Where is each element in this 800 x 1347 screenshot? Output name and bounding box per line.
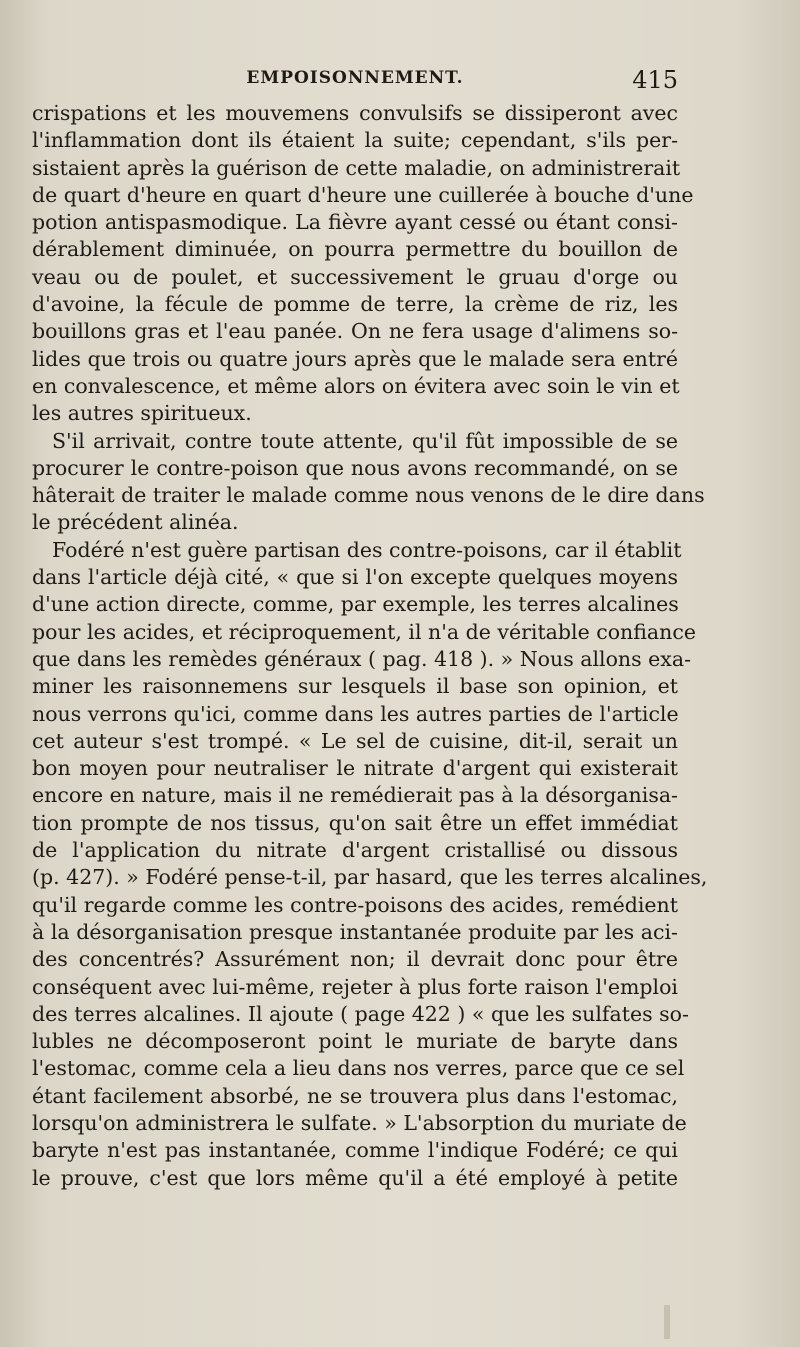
text-line: conséquent avec lui-même, rejeter à plus forte raison l'emploi [32, 974, 678, 999]
text-line: encore en nature, mais il ne remédierait pas à la désorganisa- [32, 783, 678, 808]
text-line: baryte n'est pas instantanée, comme l'indique Fodéré; ce qui [32, 1138, 678, 1163]
text-line: veau ou de poulet, et successivement le gruau d'orge ou [32, 264, 678, 289]
text-line: S'il arrivait, contre toute attente, qu'il fût impossible de se [52, 428, 678, 453]
text-line: de l'application du nitrate d'argent cristallisé ou dissous [32, 838, 678, 863]
text-line: crispations et les mouvemens convulsifs se dissiperont avec [32, 101, 678, 125]
text-line: sistaient après la guérison de cette maladie, on administrerait [32, 155, 681, 180]
text-line: étant facilement absorbé, ne se trouvera plus dans l'estomac, [32, 1083, 678, 1108]
text-line: procurer le contre-poison que nous avons recommandé, on se [32, 455, 678, 480]
page-edge-shadow [664, 1305, 670, 1339]
text-line: lorsqu'on administrera le sulfate. » L'absorption du muriate de [32, 1110, 687, 1135]
text-line: en convalescence, et même alors on évitera avec soin le vin et [32, 373, 680, 398]
text-line: à la désorganisation presque instantanée produite par les aci- [32, 919, 678, 944]
text-line: le précédent alinéa. [32, 510, 239, 535]
text-line: dérablement diminuée, on pourra permettre du bouillon de [32, 237, 678, 262]
page-body [32, 100, 708, 1192]
text-line: Fodéré n'est guère partisan des contre-poisons, car il établit [52, 537, 682, 562]
text-line: le prouve, c'est que lors même qu'il a été employé à petite [32, 1165, 678, 1190]
text-line: (p. 427). » Fodéré pense-t-il, par hasard, que les terres alcalines, [32, 865, 708, 890]
text-line: dans l'article déjà cité, « que si l'on excepte quelques moyens [32, 565, 678, 590]
text-line: nous verrons qu'ici, comme dans les autres parties de l'article [32, 701, 679, 726]
text-line: des terres alcalines. Il ajoute ( page 422 ) « que les sulfates so- [32, 1001, 689, 1026]
text-line: l'estomac, comme cela a lieu dans nos verres, parce que ce sel [32, 1056, 685, 1081]
page-header [32, 68, 678, 102]
text-line: les autres spiritueux. [32, 401, 252, 426]
running-title: EMPOISONNEMENT. [246, 68, 464, 88]
text-line: pour les acides, et réciproquement, il n'a de véritable confiance [32, 619, 696, 644]
text-line: bouillons gras et l'eau panée. On ne fera usage d'alimens so- [32, 319, 678, 344]
text-line: lides que trois ou quatre jours après que le malade sera entré [32, 346, 678, 371]
text-line: l'inflammation dont ils étaient la suite; cependant, s'ils per- [32, 128, 678, 153]
text-line: que dans les remèdes généraux ( pag. 418 ). » Nous allons exa- [32, 646, 691, 671]
text-line: hâterait de traiter le malade comme nous venons de le dire dans [32, 483, 705, 508]
text-line: des concentrés? Assurément non; il devrait donc pour être [32, 947, 678, 972]
text-line: lubles ne décomposeront point le muriate de baryte dans [32, 1029, 678, 1054]
text-line: d'une action directe, comme, par exemple, les terres alcalines [32, 592, 679, 617]
text-line: cet auteur s'est trompé. « Le sel de cuisine, dit-il, serait un [32, 728, 678, 753]
page-number: 415 [632, 66, 678, 94]
text-line: tion prompte de nos tissus, qu'on sait être un effet immédiat [32, 810, 678, 835]
text-line: d'avoine, la fécule de pomme de terre, la crème de riz, les [32, 292, 678, 317]
text-line: qu'il regarde comme les contre-poisons des acides, remédient [32, 892, 678, 917]
text-line: potion antispasmodique. La fièvre ayant cessé ou étant consi- [32, 210, 678, 235]
text-line: bon moyen pour neutraliser le nitrate d'argent qui existerait [32, 756, 678, 781]
text-line: de quart d'heure en quart d'heure une cuillerée à bouche d'une [32, 182, 694, 207]
text-line: miner les raisonnemens sur lesquels il base son opinion, et [32, 674, 678, 699]
